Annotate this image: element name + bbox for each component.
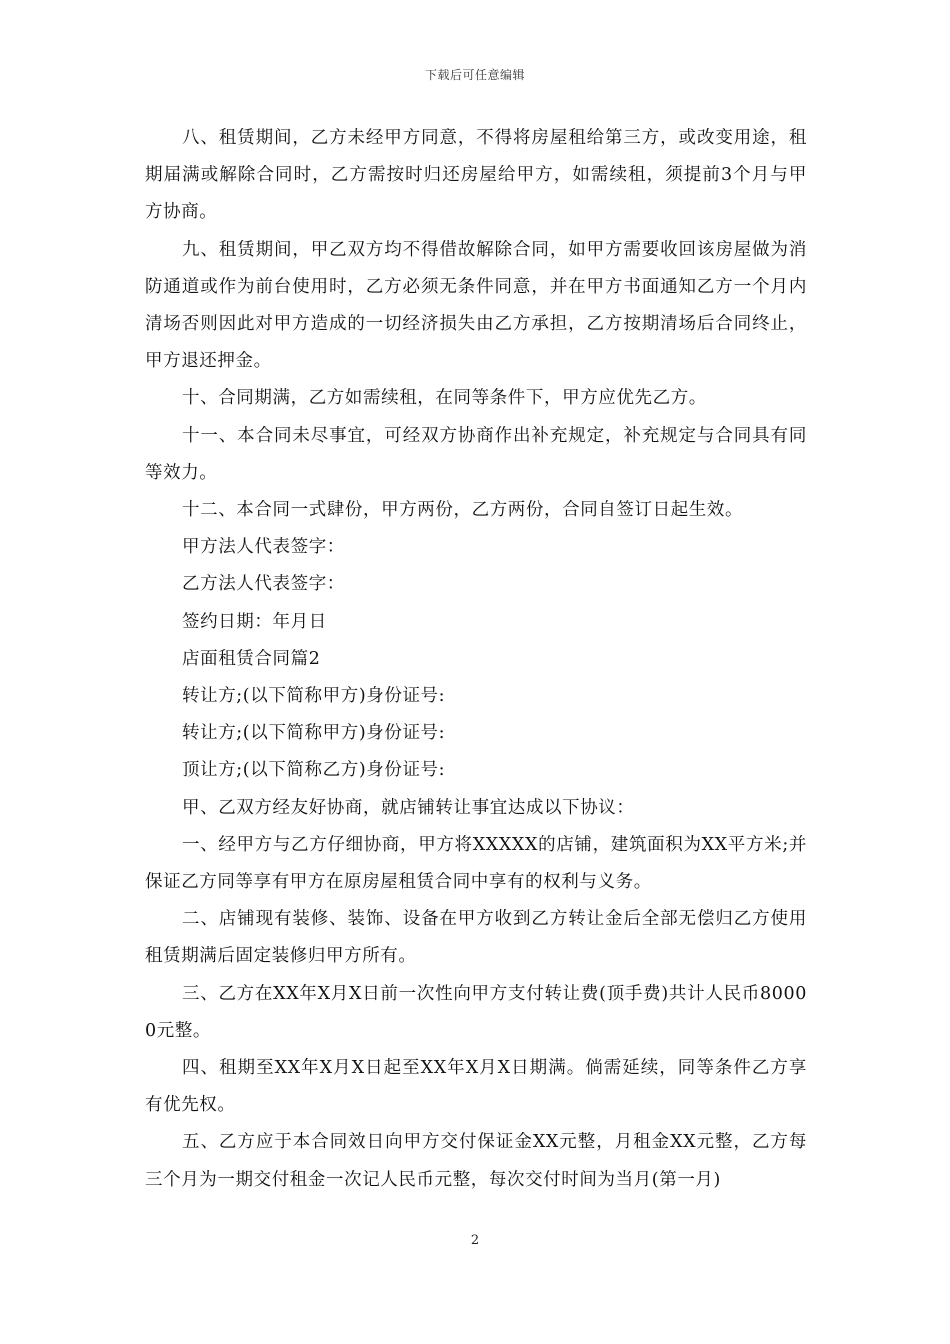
clause-12: 十二、本合同一式肆份，甲方两份，乙方两份，合同自签订日起生效。 xyxy=(182,500,744,521)
transfer-clause-1: 一、经甲方与乙方仔细协商，甲方将XXXXX的店铺，建筑面积为XX平方米;并保证乙方同等享有甲方在原房屋租赁合同中享有的权利与义务。 xyxy=(145,834,807,893)
document-body xyxy=(145,120,807,1199)
transfer-clause-5: 五、乙方应于本合同效日向甲方交付保证金XX元整，月租金XX元整，乙方每三个月为一期交付租金一次记人民币元整，每次交付时间为当月(第一月) xyxy=(145,1132,807,1190)
party-b-signature-line: 乙方法人代表签字： xyxy=(182,574,345,595)
agreement-intro: 甲、乙双方经友好协商，就店铺转让事宜达成以下协议： xyxy=(182,797,635,818)
clause-11: 十一、本合同未尽事宜，可经双方协商作出补充规定，补充规定与合同具有同等效力。 xyxy=(145,425,807,483)
clause-9: 九、租赁期间，甲乙双方均不得借故解除合同，如甲方需要收回该房屋做为消防通道或作为前台使用时，乙方必须无条件同意，并在甲方书面通知乙方一个月内清场否则因此对甲方造成的一切经济损失由乙方承担，乙方按期清场后合同终止，甲方退还押金。 xyxy=(145,239,807,372)
party-a-signature-line: 甲方法人代表签字： xyxy=(182,537,345,558)
section-title: 店面租赁合同篇2 xyxy=(182,648,321,669)
clause-10: 十、合同期满，乙方如需续租，在同等条件下，甲方应优先乙方。 xyxy=(182,388,707,409)
signing-date-line: 签约日期：年月日 xyxy=(182,611,327,632)
transferor-id-line-1: 转让方;(以下简称甲方)身份证号: xyxy=(182,686,446,707)
transferee-id-line: 顶让方;(以下简称乙方)身份证号: xyxy=(182,760,446,781)
clause-8: 八、租赁期间，乙方未经甲方同意，不得将房屋租给第三方，或改变用途，租期届满或解除合同时，乙方需按时归还房屋给甲方，如需续租，须提前3个月与甲方协商。 xyxy=(145,128,807,223)
transferor-id-line-2: 转让方;(以下简称甲方)身份证号: xyxy=(182,723,446,744)
transfer-clause-3: 三、乙方在XX年X月X日前一次性向甲方支付转让费(顶手费)共计人民币80000元整。 xyxy=(145,983,807,1041)
page-header-note: 下载后可任意编辑 xyxy=(424,68,525,82)
transfer-clause-2: 二、店铺现有装修、装饰、设备在甲方收到乙方转让金后全部无偿归乙方使用租赁期满后固定装修归甲方所有。 xyxy=(145,909,807,967)
transfer-clause-4: 四、租期至XX年X月X日起至XX年X月X日期满。倘需延续，同等条件乙方享有优先权。 xyxy=(145,1058,807,1116)
page-number: 2 xyxy=(470,1233,480,1248)
